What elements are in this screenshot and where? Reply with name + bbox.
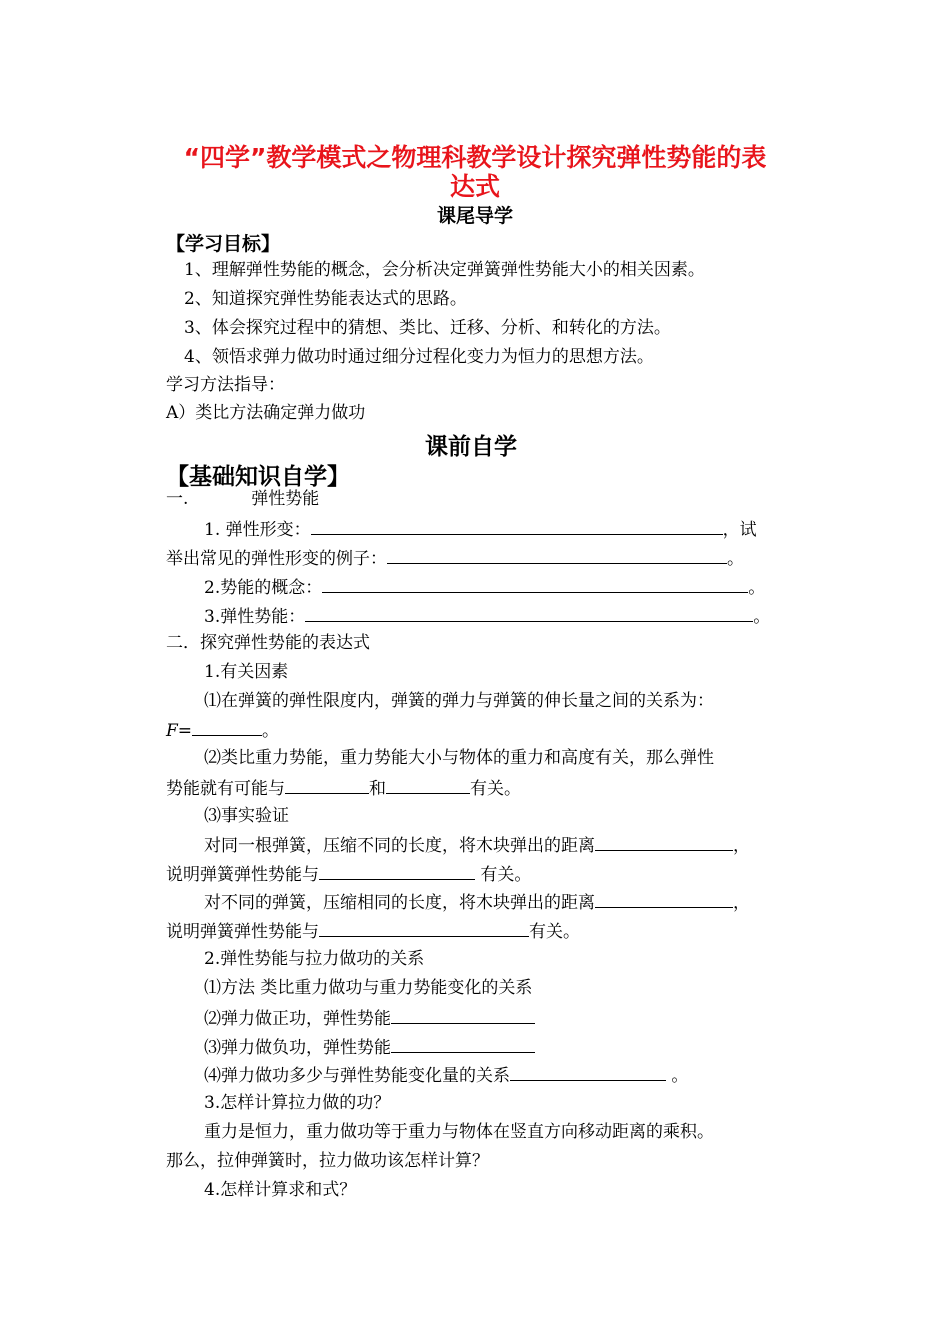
calc-line-1: 重力是恒力，重力做功等于重力与物体在竖直方向移动距离的乘积。 [204,1122,714,1142]
calc-title: 3.怎样计算拉力做的功？ [204,1093,391,1113]
period: 。 [262,721,280,741]
p3a-conclusion-label: 说明弹簧弹性势能与 [166,865,319,885]
p3-title: ⑶事实验证 [204,806,289,826]
q1-example-label: 举出常见的弹性形变的例子： [166,549,387,569]
sec2-heading: 二．探究弹性势能的表达式 [166,633,370,653]
goal-item-3: 3、体会探究过程中的猜想、类比、迁移、分析、和转化的方法。 [184,318,671,338]
sec1-number: 一. [166,489,189,509]
p2-tail: 有关。 [470,779,521,799]
relation-item-2 [204,1006,535,1030]
document-title-line-2: 达式 [449,172,500,201]
p3b-blank-1[interactable] [595,890,733,908]
relation-item-4 [204,1063,688,1087]
comma: ， [733,836,750,856]
section-subtitle: 课尾导学 [436,205,513,227]
p1-line-1: ⑴在弹簧的弹性限度内，弹簧的弹力与弹簧的伸长量之间的关系为： [204,691,714,711]
preclass-heading: 课前自学 [425,434,517,460]
r2-label: ⑵弹力做正功，弹性势能 [204,1009,391,1029]
q2-blank[interactable] [322,575,748,593]
basic-knowledge-heading: 【基础知识自学】 [166,464,350,490]
q1-example-blank[interactable] [387,546,727,564]
p3b-tail: 有关。 [529,922,580,942]
q2-potential-energy [204,575,765,599]
p1-line-2 [166,718,279,742]
comma: ， [733,893,750,913]
p3b-line-2 [166,919,580,943]
goals-heading: 【学习目标】 [166,233,281,255]
q1-example-line [166,546,744,570]
p3a-line-2 [166,862,531,886]
p2-blank-1[interactable] [285,776,369,794]
p2-line-2 [166,776,521,800]
equals-sign: = [177,721,193,741]
goal-item-4: 4、领悟求弹力做功时通过细分过程化变力为恒力的思想方法。 [184,347,654,367]
q3-elastic-potential [204,604,770,628]
calc-line-2: 那么，拉伸弹簧时，拉力做功该怎样计算？ [166,1151,489,1171]
r3-blank[interactable] [391,1035,535,1053]
relation-item-3 [204,1035,535,1059]
q2-label: 2.势能的概念： [204,578,323,598]
p3b-conclusion-label: 说明弹簧弹性势能与 [166,922,319,942]
method-item: A）类比方法确定弹力做功 [166,403,366,423]
relation-title: 2.弹性势能与拉力做功的关系 [204,949,425,969]
p3a-blank-1[interactable] [595,833,733,851]
p3b-blank-2[interactable] [319,919,529,937]
p3a-tail: 有关。 [475,865,532,885]
p3b-label: 对不同的弹簧，压缩相同的长度，将木块弹出的距离 [204,893,595,913]
p1-blank[interactable] [192,718,262,736]
p2-blank-2[interactable] [386,776,470,794]
goal-item-1: 1、理解弹性势能的概念，会分析决定弹簧弹性势能大小的相关因素。 [184,260,705,280]
r4-blank[interactable] [510,1063,666,1081]
r2-blank[interactable] [391,1006,535,1024]
p2-line-1: ⑵类比重力势能，重力势能大小与物体的重力和高度有关，那么弹性 [204,748,714,768]
p3a-blank-2[interactable] [319,862,475,880]
factors-heading: 1.有关因素 [204,662,289,682]
period: 。 [753,607,771,627]
p2-label: 势能就有可能与 [166,779,285,799]
period: 。 [727,549,744,569]
p3b-line-1 [204,890,750,914]
r3-label: ⑶弹力做负功，弹性势能 [204,1038,391,1058]
q1-blank[interactable] [311,517,723,535]
goal-item-2: 2、知道探究弹性势能表达式的思路。 [184,289,467,309]
period: 。 [748,578,766,598]
q3-blank[interactable] [305,604,753,622]
p3a-line-1 [204,833,750,857]
r4-tail: 。 [666,1066,689,1086]
force-symbol: F [166,721,178,741]
document-title-line-1: “四学”教学模式之物理科教学设计探究弹性势能的表 [183,143,767,172]
sec1-title: 弹性势能 [251,489,320,509]
p3a-label: 对同一根弹簧，压缩不同的长度，将木块弹出的距离 [204,836,595,856]
q1-elastic-deformation [204,517,757,541]
sum-title: 4.怎样计算求和式？ [204,1180,357,1200]
sec1-heading [166,488,319,510]
relation-item-1: ⑴方法 类比重力做功与重力势能变化的关系 [204,978,533,998]
q1-label: 1. 弹性形变： [204,520,311,540]
q3-label: 3.弹性势能： [204,607,306,627]
p2-and: 和 [369,779,386,799]
r4-label: ⑷弹力做功多少与弹性势能变化量的关系 [204,1066,510,1086]
q1-tail: ，试 [722,520,757,540]
method-label: 学习方法指导： [166,375,285,395]
